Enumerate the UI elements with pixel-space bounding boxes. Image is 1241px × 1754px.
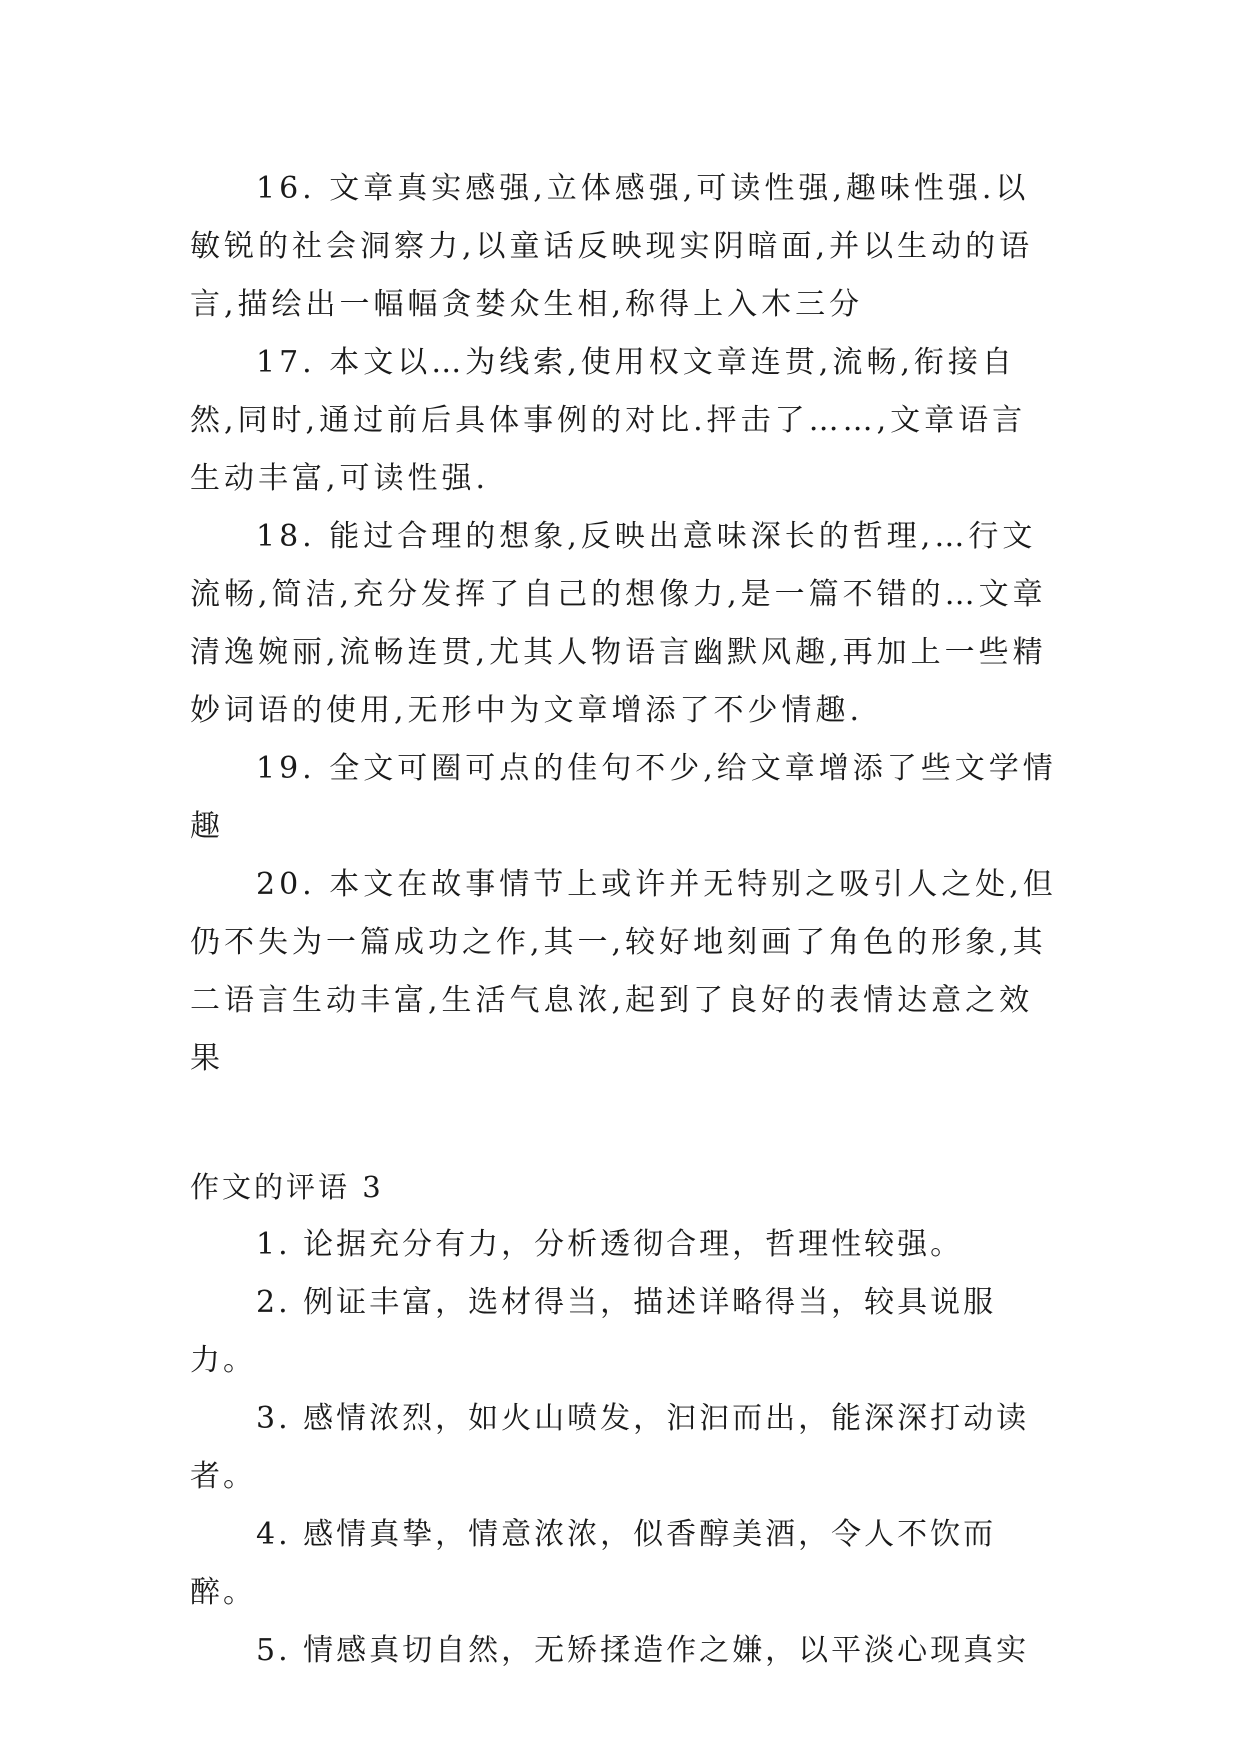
section3-item-5: 5. 情感真切自然，无矫揉造作之嫌，以平淡心现真实 (256, 1633, 1030, 1668)
comment-item-16: 16. 文章真实感强,立体感强,可读性强,趣味性强.以敏锐的社会洞察力,以童话反映现实阴暗面,并以生动的语言,描绘出一幅幅贪婪众生相,称得上入木三分 (190, 171, 1034, 322)
comment-item-18: 18. 能过合理的想象,反映出意味深长的哲理,…行文流畅,简洁,充分发挥了自己的想像力,是一篇不错的…文章清逸婉丽,流畅连贯,尤其人物语言幽默风趣,再加上一些精妙词语的使用,无形中为文章增添了不少情趣. (190, 519, 1047, 728)
section3-item-2: 2. 例证丰富，选材得当，描述详略得当，较具说服力。 (190, 1285, 997, 1378)
section-title: 作文的评语 3 (190, 1170, 384, 1204)
comment-item-19: 19. 全文可圈可点的佳句不少,给文章增添了些文学情趣 (190, 751, 1057, 844)
section3-item-3: 3. 感情浓烈，如火山喷发，汩汩而出，能深深打动读者。 (190, 1401, 1030, 1494)
comment-item-17: 17. 本文以…为线索,使用权文章连贯,流畅,衔接自然,同时,通过前后具体事例的对比.抨击了……,文章语言生动丰富,可读性强. (190, 345, 1027, 496)
section3-item-1: 1. 论据充分有力，分析透彻合理，哲理性较强。 (256, 1227, 964, 1262)
comment-item-20: 20. 本文在故事情节上或许并无特别之吸引人之处,但仍不失为一篇成功之作,其一,较好地刻画了角色的形象,其二语言生动丰富,生活气息浓,起到了良好的表情达意之效果 (190, 867, 1057, 1076)
document-page (190, 160, 1060, 1680)
section3-item-4: 4. 感情真挚，情意浓浓，似香醇美酒，令人不饮而醉。 (190, 1517, 997, 1610)
